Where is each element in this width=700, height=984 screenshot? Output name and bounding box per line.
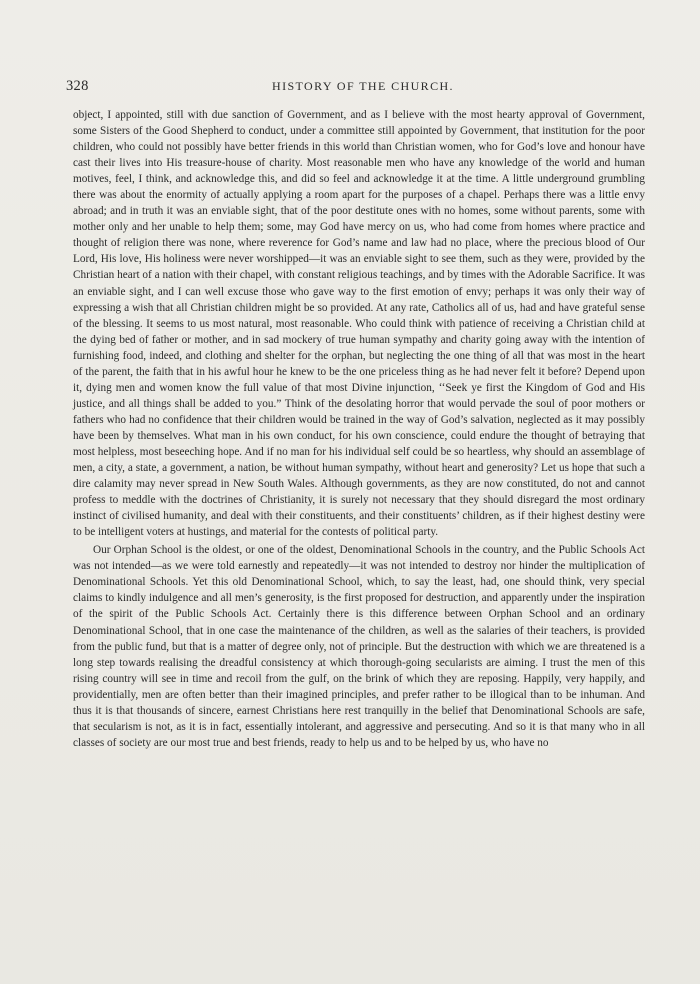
page-number: 328 — [66, 78, 89, 94]
body-text — [73, 107, 645, 751]
running-head: HISTORY OF THE CHURCH. — [272, 79, 454, 93]
page-header — [66, 78, 636, 98]
paragraph: object, I appointed, still with due sanction of Government, and as I believe with the most hearty approval of Government, some Sisters of the Good Shepherd to conduct, under a committee still appointed by Government, that institution for the poor children, who could not possibly have better friends in this world than Christian women, who for God’s love and honour have cast their lives into His treasure-house of charity. Most reasonable men who have any knowledge of the world and human motives, feel, I think, and acknowledge this, and did so feel and acknowledge it at the time. A little underground grumbling there was about the enormity of actually applying a room apart for the purposes of a chapel. Perhaps there was a little envy abroad; and in truth it was an enviable sight, that of the poor destitute ones with no homes, some without parents, some with mother only and her unable to help them; some, may God have mercy on us, who had come from homes where practice and thought of religion there was none, where reverence for God’s name and law had no place, where the precious blood of Our Lord, His love, His holiness were never worshipped—it was an enviable sight to see them, such as they were, provided by the Christian heart of a nation with their chapel, with constant religious teachings, and by times with the Adorable Sacrifice. It was an enviable sight, and I can well excuse those who gave way to the first emotion of envy; perhaps it was only their way of expressing a wish that all Christian children might be so provided. At any rate, Catholics all of us, had and have grateful sense of the blessing. It seems to us most natural, most reasonable. Who could think with patience of receiving a Christian child at the dying bed of father or mother, and in sad mockery of true human sympathy and charity going away with the intention of furnishing food, indeed, and clothing and shelter for the orphan, but neglecting the one thing of all that was most in the heart of the parent, the faith that in his awful hour he knew to be the one priceless thing as he had never felt it before? Depend upon it, dying men and women know the full value of that most Divine injunction, ‘‘Seek ye first the Kingdom of God and His justice, and all things shall be added to you.” Think of the desolating horror that would pervade the soul of poor mothers or fathers who had no confidence that their children would be trained in the way of God’s salvation, neglected as it may possibly have been by themselves. What man in his own conduct, for his own conscience, could endure the thought of betraying that most helpless, most beseeching hope. And if no man for his individual self could be so heartless, why should an assemblage of men, a city, a state, a government, a nation, be without human sympathy, without heart and generosity? Let us hope that such a dire calamity may never spread in New South Wales. Although governments, as they are now constituted, do not and cannot profess to meddle with the doctrines of Christianity, it is surely not necessary that they should disregard the most ordinary instinct of civilised humanity, and deal with their constituents, and their constituents’ children, as if their highest destiny were to be intelligent voters at hustings, and material for the contests of political party. — [73, 109, 645, 539]
paragraph: Our Orphan School is the oldest, or one of the oldest, Denominational Schools in the country, and the Public Schools Act was not intended—as we were told earnestly and repeatedly—it was not intended to destroy nor hinder the multiplication of Denominational Schools. Yet this old Denominational School, which, to say the least, had, one should think, very special claims to kindly indulgence and all men’s generosity, is the first proposed for destruction, and apparently under the inspiration of the spirit of the Public Schools Act. Certainly there is this difference between Orphan School and an ordinary Denominational School, that in one case the maintenance of the children, as well as the salaries of their teachers, is provided from the public fund, but that is a matter of degree only, not of principle. But the destruction with which we are threatened is a long step towards realising the dreadful consistency at which thorough-going secularists are aiming. I trust the men of this rising country will see in time and recoil from the gulf, on the brink of which they are reposing. Happily, very happily, and providentially, men are often better than their imagined principles, and prefer rather to be illogical than to be inhuman. And thus it is that thousands of sincere, earnest Christians here rest tranquilly in the belief that Denominational Schools are safe, that secularism is not, as it is in fact, essentially intolerant, and aggressive and persecuting. And so it is that many who in all classes of society are our most true and best friends, ready to help us and to be helped by us, who have no — [73, 544, 645, 749]
